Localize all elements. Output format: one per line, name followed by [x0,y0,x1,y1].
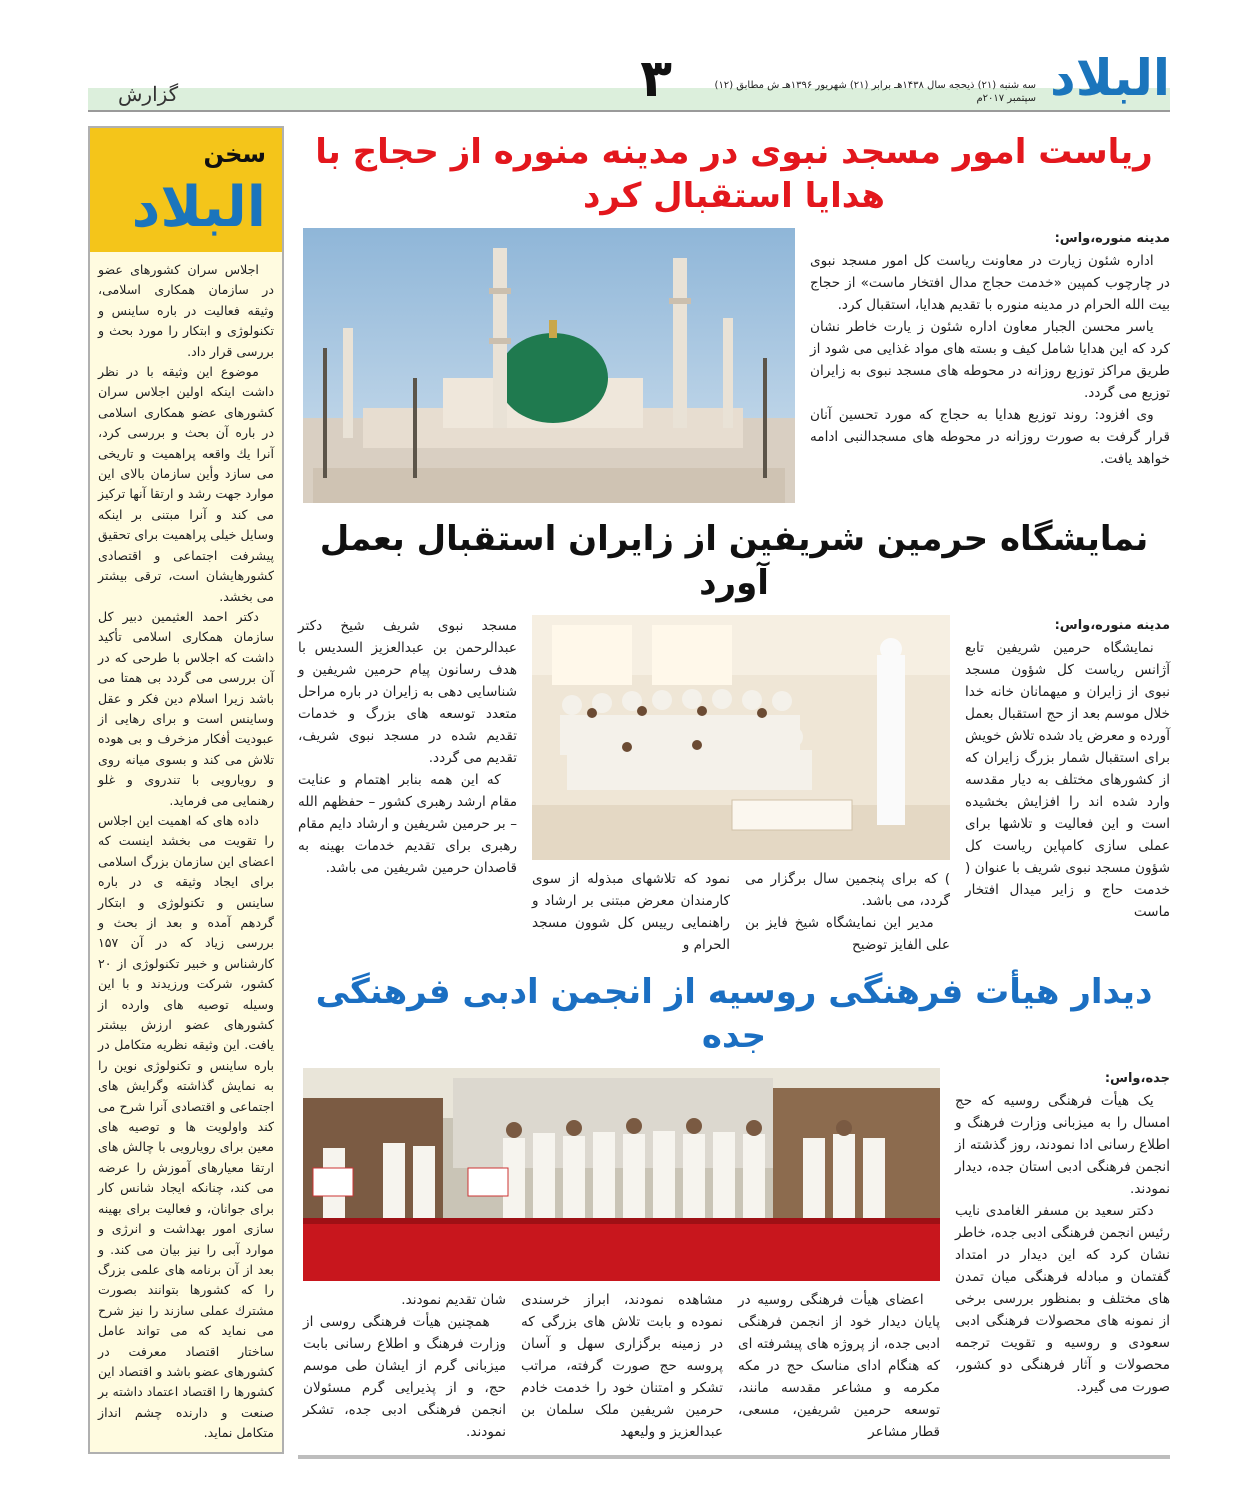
article-2-column-3 [532,868,730,956]
paragraph: مسجد نبوی شریف شیخ دکتر عبدالرحمن بن عبدالعزیز السدیس با هدف رسانون پیام حرمین شریفین و شناسایی دهی به زایران در باره مراحل متعدد توسعه های بزرگ و خدمات تقدیم شده در مسجد نبوی شریف، تقدیم می گردد. [298,618,517,766]
newspaper-logo: البلاد [1050,49,1170,107]
dateline: جده،واس: [1104,1071,1170,1086]
editorial-sidebar [88,126,284,1454]
masthead-bar [88,48,1170,112]
page-body [88,126,1170,1459]
article-2-subcolumns [532,868,950,956]
sidebar-body [90,252,282,1452]
paragraph: اداره شئون زیارت در معاونت ریاست کل امور مسجد نبوی در چارچوب کمپین «خدمت حجاج مدال افتخار ماست» از حجاج بیت الله الحرام در مدینه منوره با تقدیم هدایا، استقبال کرد. [810,253,1170,313]
article-3-subcolumns [303,1289,940,1443]
paragraph: مشاهده نمودند، ابراز خرسندی نموده و بابت تلاش های بزرگی که در زمینه برگزاری سهل و آسان پروسه حج صورت گرفته، مراتب تشکر و امتنان خود را خدمت خادم حرمین شریفین ملک سلمان بن عبدالعزیز و ولیعهد [521,1292,723,1440]
paragraph: شان تقدیم نمودند. [401,1292,506,1308]
article-2-column-4 [298,615,517,879]
sidebar-subtitle: سخن [203,140,266,168]
issue-date: سه شنبه (۲۱) ذیحجه سال ۱۴۳۸هـ برابر (۲۱) شهریور ۱۳۹۶هـ ش مطابق (۱۲) سپتمبر ۲۰۱۷م [714,80,1037,104]
bottom-divider [298,1455,1170,1459]
article-3-column-3 [521,1289,723,1443]
article-3 [298,970,1170,1443]
sidebar-header [90,128,282,252]
article-2-photo [532,615,950,860]
article-1-headline: ریاست امور مسجد نبوی در مدینه منوره از حجاج با هدایا استقبال کرد [315,132,1153,216]
article-1-row [298,228,1170,503]
paragraph: نمایشگاه حرمین شریفین تابع آژانس ریاست کل شؤون مسجد نبوی از زایران و میهمانان خانه خدا خلال موسم بعد از حج استقبال بعمل آورده و معرض یاد شده تلاش خویش برای استقبال شمار بزرگ زایران که از کشورهای مختلف به دیار مقدسه وارد شده اند را افزایش بخشیده است و این فعالیت و تلاشها برای عملی سازی کامپاین ریاست کل شؤون مسجد نبوی شریف با عنوان ( خدمت حاج و زایر میدال افتخار ماست [964,640,1170,920]
article-3-column-1 [955,1068,1170,1398]
paragraph: مدیر این نمایشگاه شیخ فایز بن علی الفایز توضیح [745,915,950,953]
main-articles [298,126,1170,1459]
paragraph: اعضای هیأت فرهنگی روسیه در پایان دیدار خود از انجمن فرهنگی ادبی جده، از پروژه های پیشرفته ای که هنگام ادای مناسک حج در مکه مکرمه و مشاعر مقدسه مانند، توسعه حرمین شریفین، مسعی، قطار مشاعر [738,1292,940,1440]
article-1-photo [303,228,795,503]
dateline: مدینه منوره،واس: [1054,618,1170,633]
paragraph: که این همه بنابر اهتمام و عنایت مقام ارشد رهبری کشور – حفظهم الله – بر حرمین شریفین و ارشاد دایم مقام رهبری برای تقدیم خدمات بهینه به قاصدان حرمین شریفین می باشد. [298,772,517,876]
article-3-center [303,1068,940,1443]
article-3-column-2 [738,1289,940,1443]
paragraph: نمود که تلاشهای مبذوله از سوی کارمندان معرض مبتنی بر ارشاد و راهنمایی رییس کل شوون مسجد الحرام و [532,871,730,953]
page-number: ۳ [640,49,673,109]
article-2-center [532,615,950,956]
paragraph: ) که برای پنجمین سال برگزار می گردد، می باشد. [745,871,950,909]
article-1 [298,130,1170,503]
article-3-row [298,1068,1170,1443]
article-2-column-1 [965,615,1170,923]
article-2-column-2 [745,868,950,956]
paragraph: یک هیأت فرهنگی روسیه که حج امسال را به میزبانی وزارت فرهنگ و اطلاع رسانی ادا نمودند، روز گذشته از انجمن فرهنگی ادبی استان جده، دیدار نمودند. [955,1093,1170,1197]
article-1-body [810,228,1170,470]
paragraph: موضوع این وثیقه با در نظر داشت اینکه اولین اجلاس سران کشورهای عضو همکاری اسلامی در باره آن بحث و بررسی کرد، آنرا یك واقعه پراهمیت و تاریخی می سازد وأین سازمان بالای این موارد جهت رشد و ارتقا آنها ترکیز می کند و آنرا مبتنی بر اینکه وسایل خیلی پراهمیت برای تحقیق پیشرفت اجتماعی و اقتصادی کشورهایشان است، ترقی بیشتر می بخشد. [98,364,274,604]
article-3-column-4 [303,1289,506,1443]
article-2-headline: نمایشگاه حرمین شریفین از زایران استقبال بعمل آورد [319,519,1149,603]
section-title: گزارش [118,82,179,106]
article-3-headline: دیدار هیأت فرهنگی روسیه از انجمن ادبی فرهنگی جده [315,972,1153,1056]
paragraph: همچنین هیأت فرهنگی روسی از وزارت فرهنگ و اطلاع رسانی بابت میزبانی گرم از ایشان طی موسم حج، و از پذیرایی گرم مسئولان انجمن فرهنگی ادبی جده، تشکر نمودند. [303,1314,506,1440]
newspaper-page [88,0,1170,1489]
dateline: مدینه منوره،واس: [1054,231,1170,246]
article-3-photo [303,1068,940,1281]
paragraph: دکتر احمد العثیمین دبیر کل سازمان همکاری اسلامی تأکید داشت که اجلاس با طرحی که در آن بررسی می گردد بی همتا می باشد زیرا اسلام دین فکر و عقل وساینس است و برای رهایی از عبودیت أفکار مزخرف و بی هوده تلاش می کند و بسوی میانه روی و رویارویی با تندروی و غلو رهنمایی می فرماید. [98,608,274,808]
sidebar-logo: البلاد [131,175,266,240]
paragraph: دکتر سعید بن مسفر الغامدی نایب رئیس انجمن فرهنگی ادبی جده، خاطر نشان کرد که این دیدار در امتداد گفتمان و مبادله فرهنگی میان تمدن های مختلف و بمنظور بررسی برخی از نمونه های محصولات فرهنگی ادبی سعودی و روسیه و تقویت ترجمه محصولات و آثار فرهنگی دو کشور، صورت می گیرد. [955,1203,1170,1395]
paragraph: وی افزود: روند توزیع هدایا به حجاج که مورد تحسین آنان قرار گرفت به صورت روزانه در محوطه های مسجدالنبی ادامه خواهد یافت. [810,407,1170,467]
article-2-row [298,615,1170,956]
paragraph: اجلاس سران کشورهای عضو در سازمان همکاری اسلامی، وثیقه فعالیت در باره ساینس و تکنولوژی و ابتکار را مورد بحث و بررسی قرار داد. [98,262,274,359]
paragraph: داده های که اهمیت این اجلاس را تقویت می بخشد اینست که اعضای این سازمان بزرگ اسلامی برای ایجاد وثیقه ی در باره ساینس و تکنولوژی و ابتکار گردهم آمده و بعد از بحث و بررسی زیاد که در آن ۱۵۷ کارشناس و خبیر تکنولوژی از ۲۰ کشور، شرکت ورزیدند و با این وسیله توصیه های وارده از کشورهای عضو ارزش بیشتر یافت. این وثیقه نظریه متکامل در باره ساینس و تکنولوژی نوین را به نمایش گذاشته وگرایش های اجتماعی و اقتصادی آنرا شرح می کند واولویت ها و توصیه های معین برای رویارویی با چالش های ارتقا معیارهای آموزش را عرضه می کند، چنانکه ایجاد شانس کار برای جوانان، و فعالیت برای بهینه سازی امور بهداشت و انرژی و موارد آبی را نیز بیان می کند. و بعد از آن برنامه های علمی بزرگ را که کشورها بتوانند بصورت مشترك عملی سازند را نیز شرح می نماید که می تواند عامل ساختار اقتصاد معرفت در کشورهای عضو باشد و اقتصاد این کشورها را اقتصاد اعتماد داشته بر صنعت و دارنده چشم انداز متکامل نماید. [98,812,274,1441]
paragraph: یاسر محسن الجبار معاون اداره شئون ز یارت خاطر نشان کرد که این هدایا شامل کیف و بسته های مواد غذایی می شود از طریق مراکز توزیع روزانه در محوطه های مسجد نبوی به زایران توزیع می گردد. [810,319,1170,401]
article-2 [298,517,1170,956]
